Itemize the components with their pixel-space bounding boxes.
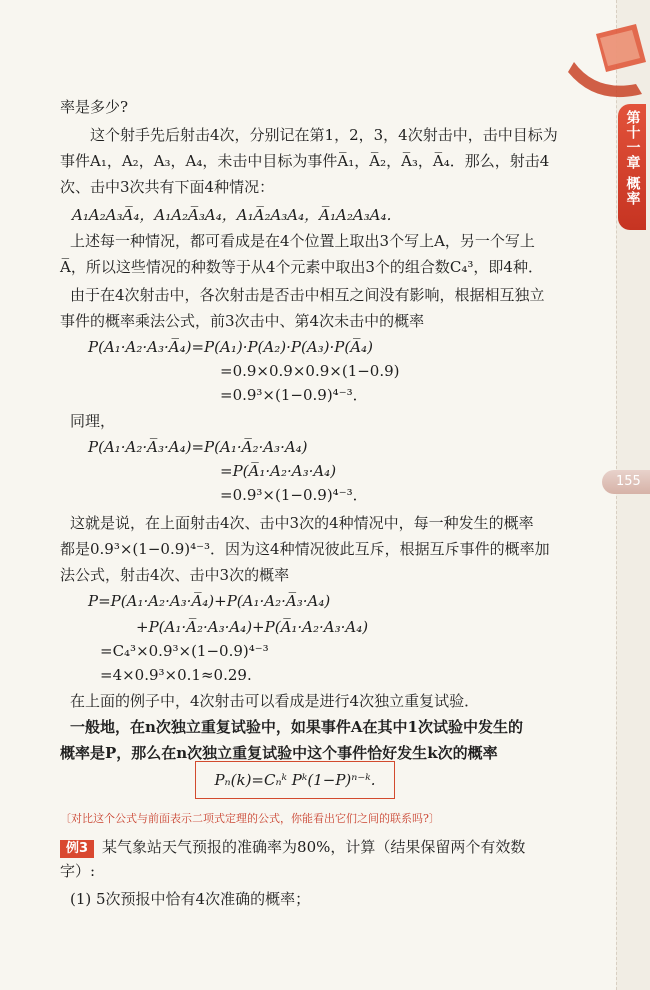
formula-line: P(A₁·A₂·A₃·A̅₄)=P(A₁)·P(A₂)·P(A₃)·P(A̅₄) — [88, 338, 373, 356]
formula-line: P(A₁·A₂·A̅₃·A₄)=P(A₁·A̅₂·A₃·A₄) — [88, 438, 308, 456]
formula-line: =C₄³×0.9³×(1−0.9)⁴⁻³ — [100, 642, 269, 660]
text-line: 都是0.9³×(1−0.9)⁴⁻³．因为这4种情况彼此互斥，根据互斥事件的概率加 — [60, 540, 550, 558]
text-line: A₁A₂A₃A̅₄，A₁A₂A̅₃A₄，A₁A̅₂A₃A₄，A̅₁A₂A₃A₄． — [72, 206, 402, 224]
page-number: 155 — [602, 470, 650, 494]
text-line: 法公式，射击4次、击中3次的概率 — [60, 566, 290, 584]
example-badge: 例3 — [60, 840, 94, 858]
text-line: 由于在4次射击中，各次射击是否击中相互之间没有影响，根据相互独立 — [70, 286, 545, 304]
chapter-subject: 概率 — [624, 176, 641, 206]
binomial-formula: Pₙ(k)=Cₙᵏ Pᵏ(1−P)ⁿ⁻ᵏ. — [195, 761, 395, 799]
example-text-2: 字）: — [60, 862, 96, 880]
formula-line: =4×0.9³×0.1≈0.29. — [100, 666, 252, 684]
chapter-tab — [618, 104, 646, 230]
formula-line: P=P(A₁·A₂·A₃·A̅₄)+P(A₁·A₂·A̅₃·A₄) — [88, 592, 331, 610]
text-line: 概率是P，那么在n次独立重复试验中这个事件恰好发生k次的概率 — [60, 744, 498, 762]
text-line: 率是多少? — [60, 98, 129, 116]
text-line: 事件的概率乘法公式，前3次击中、第4次未击中的概率 — [60, 312, 425, 330]
text-line: 在上面的例子中，4次射击可以看成是进行4次独立重复试验． — [70, 692, 480, 710]
text-line: 这个射手先后射击4次，分别记在第1，2，3，4次射击中，击中目标为 — [90, 126, 558, 144]
example-line — [60, 836, 525, 858]
formula-line: =0.9³×(1−0.9)⁴⁻³． — [220, 486, 368, 504]
chapter-decoration-icon — [566, 22, 650, 102]
formula-line: =0.9×0.9×0.9×(1−0.9) — [220, 362, 400, 380]
chapter-title: 第十一章 — [624, 110, 641, 170]
formula-line: =P(A̅₁·A₂·A₃·A₄) — [220, 462, 337, 480]
side-note: 〔对比这个公式与前面表示二项式定理的公式，你能看出它们之间的联系吗?〕 — [60, 812, 440, 825]
example-item: (1) 5次预报中恰有4次准确的概率； — [70, 890, 311, 908]
formula-line: =0.9³×(1−0.9)⁴⁻³． — [220, 386, 368, 404]
text-line: 上述每一种情况，都可看成是在4个位置上取出3个写上A，另一个写上 — [70, 232, 535, 250]
text-line: 一般地，在n次独立重复试验中，如果事件A在其中1次试验中发生的 — [70, 718, 523, 736]
example-text: 某气象站天气预报的准确率为80%，计算（结果保留两个有效数 — [102, 838, 526, 856]
text-line: 同理， — [70, 412, 116, 430]
formula-line: +P(A₁·A̅₂·A₃·A₄)+P(A̅₁·A₂·A₃·A₄) — [136, 618, 369, 636]
text-line: 这就是说，在上面射击4次、击中3次的4种情况中，每一种发生的概率 — [70, 514, 534, 532]
text-line: 事件A₁，A₂，A₃，A₄，未击中目标为事件A̅₁，A̅₂，A̅₃，A̅₄．那么，射击4 — [60, 152, 550, 170]
text-line: A̅，所以这些情况的种数等于从4个元素中取出3个的组合数C₄³，即4种． — [60, 258, 543, 276]
text-line: 次、击中3次共有下面4种情况： — [60, 178, 275, 196]
